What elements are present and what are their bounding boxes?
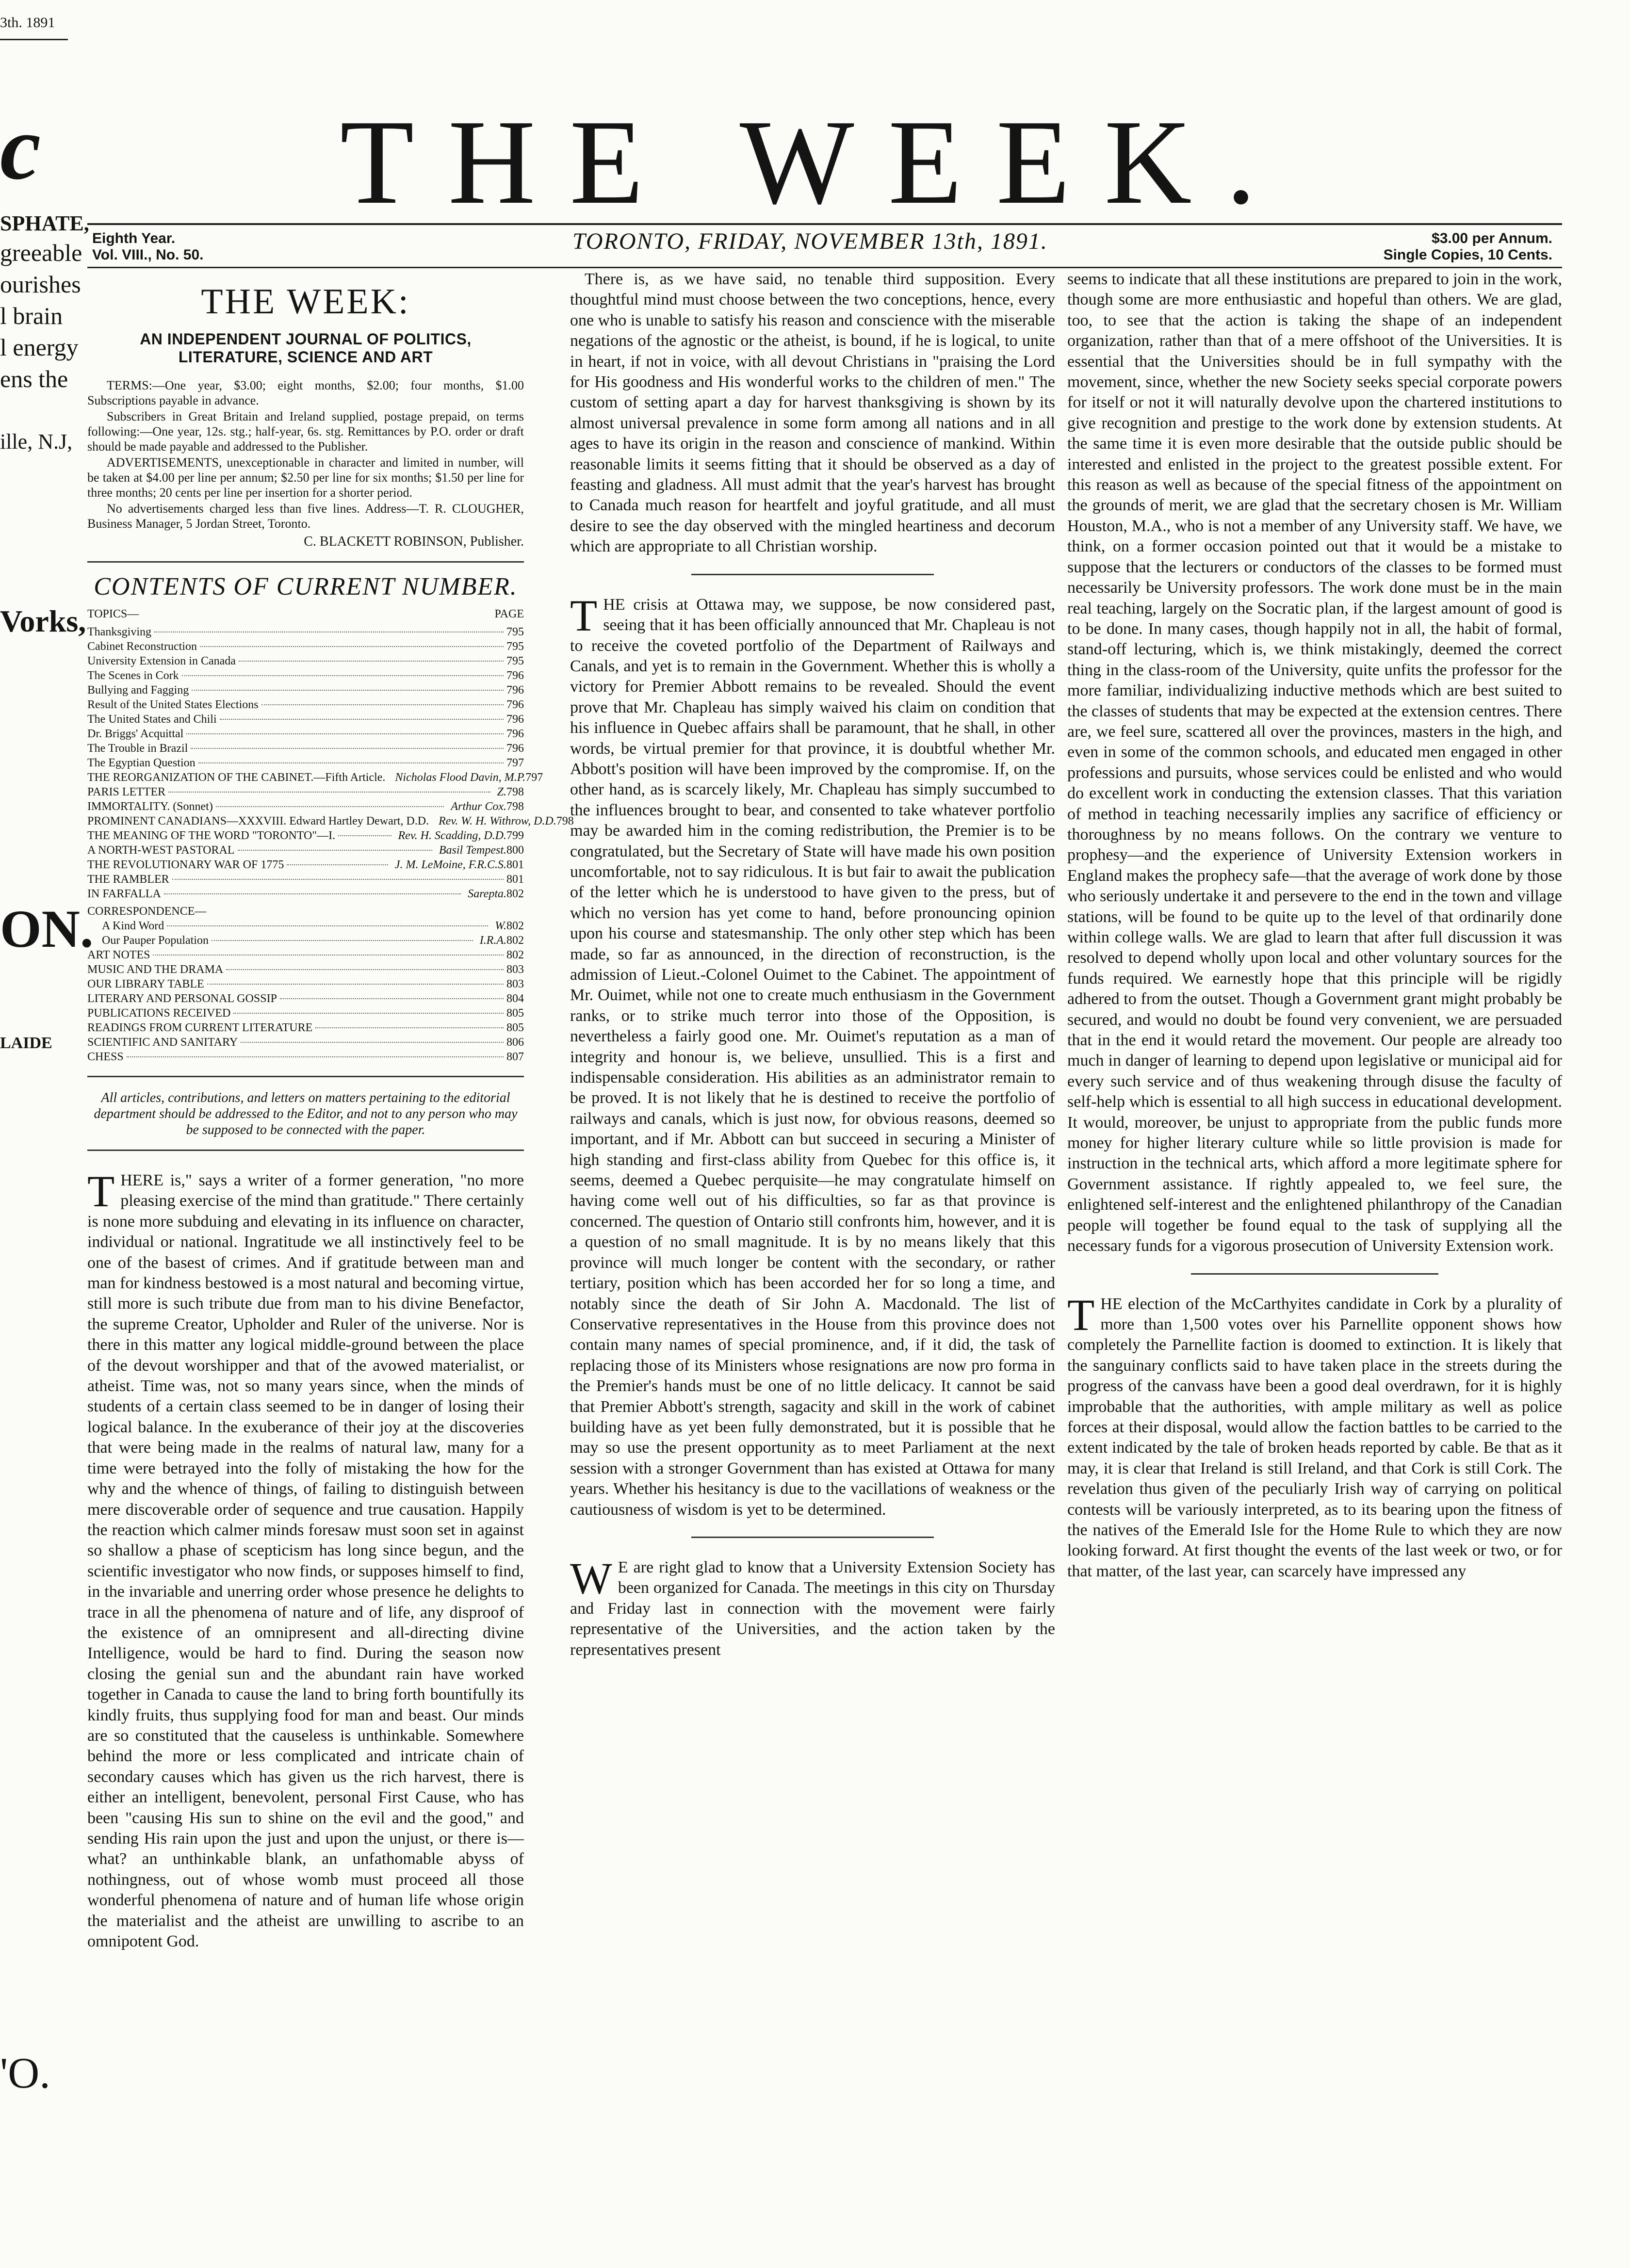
price-info — [1349, 230, 1552, 263]
toc-page-number: 803 — [506, 963, 524, 976]
toc-author: Rev. H. Scadding, D.D. — [398, 829, 506, 842]
edge-fragment-text: ON. — [0, 899, 94, 958]
toc-leader-dots — [192, 690, 504, 691]
toc-title: Thanksgiving — [87, 626, 151, 638]
toc-page-number: 803 — [506, 978, 524, 990]
drop-cap: T — [87, 1166, 115, 1216]
article-cabinet-reconstruction — [570, 590, 1055, 1520]
toc-author: Z. — [497, 786, 506, 798]
toc-author: Arthur Cox. — [451, 800, 506, 813]
toc-leader-dots — [200, 646, 504, 647]
toc-entry — [87, 962, 524, 977]
edge-fragment-text: Vorks, — [0, 604, 86, 638]
toc-entry — [87, 683, 524, 697]
toc-title: A Kind Word — [102, 920, 164, 932]
toc-title: Bullying and Fagging — [87, 684, 189, 697]
toc-leader-dots — [191, 748, 504, 749]
drop-cap: T — [1067, 1290, 1095, 1340]
toc-entry — [87, 843, 524, 858]
column-2 — [570, 269, 1055, 2258]
toc-title: Result of the United States Elections — [87, 698, 259, 711]
toc-author: Sarepta. — [468, 888, 506, 900]
toc-title: THE RAMBLER — [87, 873, 169, 886]
toc-page-number: 795 — [506, 655, 524, 667]
toc-title: Cabinet Reconstruction — [87, 640, 197, 653]
toc-leader-dots — [198, 762, 504, 763]
toc-title: ART NOTES — [87, 949, 150, 961]
toc-entry — [87, 872, 524, 887]
toc-leader-dots — [238, 850, 432, 851]
toc-title: A NORTH-WEST PASTORAL — [87, 844, 235, 857]
toc-leader-dots — [338, 835, 391, 836]
contents-topics-label: TOPICS— — [87, 608, 139, 620]
price-single: Single Copies, 10 Cents. — [1383, 247, 1552, 263]
toc-page-number: 802 — [506, 920, 524, 932]
toc-title: THE REVOLUTIONARY WAR OF 1775 — [87, 859, 284, 871]
article-body: E are right glad to know that a University Extension Society has been organized for Canada. The meetings in this city on Thursday and Friday last in connection with the movement were fairly representative of the Universities, and the action taken by the representatives present — [570, 1558, 1055, 1659]
journal-subtitle: AN INDEPENDENT JOURNAL OF POLITICS, LITERATURE, SCIENCE AND ART — [140, 330, 472, 366]
toc-entry — [87, 1006, 524, 1021]
toc-entry — [87, 814, 574, 828]
edge-fragment-text: l brain — [0, 302, 63, 329]
toc-page-number: 798 — [506, 800, 524, 813]
toc-title: CORRESPONDENCE— — [87, 905, 207, 918]
toc-title: LITERARY AND PERSONAL GOSSIP — [87, 992, 277, 1005]
toc-leader-dots — [287, 864, 388, 865]
toc-title: University Extension in Canada — [87, 655, 236, 667]
toc-entry — [87, 919, 524, 933]
terms-paragraph: Subscribers in Great Britain and Ireland supplied, postage prepaid, on terms following:—One year, 12s. stg.; half-year, 6s. stg. Remittances by P.O. order or draft should be made payable and addressed to the Publisher. — [87, 409, 524, 454]
section-rule — [87, 1076, 524, 1077]
toc-leader-dots — [216, 806, 444, 807]
editorial-notice: All articles, contributions, and letters on matters pertaining to the editorial department should be addressed to the Editor, and not to any person who may be supposed to be connected with the paper. — [94, 1090, 518, 1137]
toc-author: Basil Tempest. — [439, 844, 506, 857]
adjacent-page-fragment — [0, 82, 94, 2217]
toc-entry — [87, 933, 524, 948]
toc-page-number: 800 — [506, 844, 524, 857]
corner-rule — [0, 39, 68, 40]
terms-paragraph: ADVERTISEMENTS, unexceptionable in character and limited in number, will be taken at $4.00 per line per annum; $2.50 per line for six months; $1.50 per line for three months; 20 cents per line per insertion for a shorter period. — [87, 455, 524, 500]
column-1 — [87, 272, 574, 2251]
column-3 — [1067, 269, 1562, 2258]
toc-entry — [87, 799, 524, 814]
toc-page-number: 802 — [506, 888, 524, 900]
toc-author: J. M. LeMoine, F.R.C.S. — [394, 859, 506, 871]
toc-leader-dots — [172, 879, 504, 880]
terms-paragraph: No advertisements charged less than five lines. Address—T. R. CLOUGHER, Business Manager, 5 Jordan Street, Toronto. — [87, 502, 524, 531]
article-body: HERE is," says a writer of a former generation, "no more pleasing exercise of the mind than gratitude." There certainly is none more subduing and elevating in its influence on character, individual or national. Ingratitude we all instinctively feel to be one of the basest of crimes. And if gratitude between man and man for kindness bestowed is a most natural and becoming virtue, still more is such tribute due from man to his divine Benefactor, the supreme Creator, Upholder and Ruler of the universe. Nor is there in this matter any logical middle-ground between the place of the devout worshipper and that of the avowed materialist, or atheist. Time was, not so many years since, when the minds of students of a certain class seemed to be in danger of losing their logical balance. In the exuberance of their joy at the discoveries that were being made in the realms of natural law, many for a time were betrayed into the folly of mistaking the how for the why and the whence of things, of failing to distinguish between mere discoverable order of sequence and true causation. Happily the reaction which calmer minds foresaw must soon set in against so shallow a phase of scepticism has long since begun, and the scientific investigator who now finds, or supposes himself to find, in the invariable and unerring order whose presence he delights to trace in all the phenomena of nature and of life, any disproof of the existence of an omnipresent and all-directing divine Intelligence, would be hard to find. During the season now closing the genial sun and the abundant rain have worked together in Canada to cause the land to bring forth bountifully its kindly fruits, thus supplying food for man and beast. Our minds are so constituted that the causeless is unthinkable. Somewhere behind the more or less complicated and intricate chain of secondary causes which has given us the rich harvest, there is either an intelligent, benevolent, personal First Cause, who has been "causing His sun to shine on the evil and the good," and sending His rain upon the just and upon the unjust, or there is—what? an unthinkable blank, an unfathomable abyss of nothingness, out of whose womb must proceed all those wonderful phenomena of nature and of human life whose origin the materialist and the atheist are unwilling to ascribe to an omnipotent God. — [87, 1171, 524, 1951]
toc-leader-dots — [168, 792, 490, 793]
toc-entry — [87, 639, 524, 654]
edge-fragment-text: ourishes — [0, 271, 81, 298]
toc-author: I.R.A. — [479, 934, 506, 947]
toc-title: OUR LIBRARY TABLE — [87, 978, 204, 990]
edge-fragment-text: c — [0, 97, 41, 199]
journal-heading: THE WEEK: — [201, 282, 410, 322]
publisher-line: C. BLACKETT ROBINSON, Publisher. — [304, 534, 524, 549]
drop-cap: W — [570, 1553, 612, 1603]
toc-page-number: 802 — [506, 934, 524, 947]
contents-subheading — [87, 608, 524, 621]
toc-page-number: 797 — [506, 757, 524, 769]
toc-page-number: 798 — [506, 786, 524, 798]
article-thanksgiving — [87, 1166, 524, 1952]
toc-entry — [87, 712, 524, 727]
edge-fragment-text: l energy — [0, 334, 79, 361]
edge-fragment-text: ens the — [0, 365, 68, 392]
toc-entry — [87, 977, 524, 991]
toc-page-number: 796 — [506, 713, 524, 726]
newspaper-title: THE WEEK. — [340, 95, 1290, 229]
toc-page-number: 807 — [506, 1051, 524, 1063]
toc-entry — [87, 668, 524, 683]
toc-entry — [87, 727, 524, 741]
toc-entry — [87, 756, 524, 770]
toc-page-number: 795 — [506, 640, 524, 653]
toc-leader-dots — [182, 675, 504, 676]
toc-title: The Scenes in Cork — [87, 669, 179, 682]
toc-entry — [87, 991, 524, 1006]
previous-page-date: 3th. 1891 — [0, 15, 55, 31]
article-body: seems to indicate that all these institutions are prepared to join in the work, though some are more enthusiastic and hopeful than others. We are glad, too, to see that the action is taking the shape of an independent organization, rather than that of a mere offshoot of the Universities. It is essential that the Universities should be in full sympathy with the movement, since, whether the new Society seeks special corporate powers for itself or not it will naturally devolve upon the chartered institutions to give recognition and prestige to the work done by extension students. At the same time it is even more desirable that the outside public should be interested and enlisted in the project to the greatest possible extent. For this reason as well as because of the special fitness of the appointment on the grounds of merit, we are glad that the secretary chosen is Mr. William Houston, M.A., who is not a member of any University staff. We have, we think, on a former occasion pointed out that it would be a mistake to suppose that the lecturers or conductors of the classes to be formed must necessarily be University professors. The work done must be in the main real teaching, largely on the Socratic plan, if the largest amount of good is to be done. In many cases, though happily not in all, the habit of formal, stand-off lecturing, which is, we think mistakingly, deemed the correct thing in the class-room of the University, quite unfits the professor for the more familiar, individualizing inductive methods which are best suited to the classes of students that may be expected at the extension centres. There are, we feel sure, scattered all over the provinces, masters in the high, and even in some of the common schools, and educated men engaged in other professions and pursuits, whose services could be enlisted and who would do excellent work in conducting the extension classes. That this variation of method in teaching necessarily implies any sacrifice of efficiency or thoroughness by no means follows. On the contrary we venture to prophesy—and the experience of University Extension workers in England makes the prophecy safe—that the average of work done by those who seriously undertake it and persevere to the end in the town and village stations, will be found to be quite up to the level of that ordinarily done within college walls. We are glad to learn that after full discussion it was resolved to depend wholly upon local and other voluntary sources for the funds required. We earnestly hope that this principle will be rigidly adhered to from the outset. Though a Government grant might probably be secured, and would no doubt be found very convenient, we are persuaded that in the end it would retard the movement. Our people are already too much in danger of learning to depend upon legislative or municipal aid for every such service and of thus weakening through disuse the faculty of self-help which is essential to all high success in educational development. It would, moreover, be unjust to appropriate from the public funds more money for higher literary culture while so little provision is made for instruction in the technical arts, which afford a more legitimate sphere for Government assistance. If rightly appealed to, we feel sure, the enlightened self-interest and the enlightened philanthropy of the Canadian people will together be found equal to the task of supplying all the necessary funds for a vigorous prosecution of University Extension work. — [1067, 270, 1562, 1255]
article-university-extension-continued — [1067, 269, 1562, 1257]
toc-author: Rev. W. H. Withrow, D.D. — [439, 815, 556, 827]
toc-page-number: 806 — [506, 1036, 524, 1049]
article-separator — [691, 1537, 934, 1538]
edge-fragment-text: greeable — [0, 239, 82, 266]
subscription-terms — [87, 378, 524, 531]
toc-title: The Egyptian Question — [87, 757, 196, 769]
toc-entry — [87, 1050, 524, 1064]
article-separator — [1191, 1273, 1438, 1275]
toc-page-number: 805 — [506, 1007, 524, 1020]
toc-title: THE MEANING OF THE WORD "TORONTO"—I. — [87, 829, 336, 842]
title-rule — [87, 223, 1562, 225]
toc-title: The United States and Chili — [87, 713, 217, 726]
toc-page-number: 795 — [506, 626, 524, 638]
toc-page-number: 799 — [506, 829, 524, 842]
toc-page-number: 796 — [506, 742, 524, 755]
article-body: HE crisis at Ottawa may, we suppose, be now considered past, seeing that it has been officially announced that Mr. Chapleau is not to receive the coveted portfolio of the Department of Railways and Canals, and yet is to remain in the Government. Whether this is wholly a victory for Premier Abbott remains to be revealed. Should the event prove that Mr. Chapleau has simply waived his claim on condition that his influence in Quebec affairs shall be paramount, that he shall, in other words, be virtual premier for that province, it is doubtful whether Mr. Abbott's position will have been improved by the compromise. If, on the other hand, as is scarcely likely, Mr. Chapleau has simply succumbed to the influences brought to bear, and consented to take whatever portfolio may be awarded him in the coming redistribution, the Premier is to be congratulated, but the Secretary of State will have made his own position uncomfortable, not to say ridiculous. It is but fair to await the publication of the letter which he is understood to have given to the press, but of which no version has yet come to hand, before pronouncing opinion upon his course and statesmanship. The only other step which has been made, so far as announced, in the direction of reconstruction, is the admission of Lieut.-Colonel Ouimet to the Cabinet. The appointment of Mr. Ouimet, while not one to create much enthusiasm in the Government ranks, or to strike much terror into those of the Opposition, is nevertheless a fairly good one. Mr. Ouimet's reputation as a man of integrity and honour is, we believe, unsullied. This is a first and indispensable consideration. His abilities as an administrator remain to be proved. It is not likely that he is destined to receive the portfolio of railways and canals, which is just now, for obvious reasons, deemed so important, and if Mr. Abbott can but succeed in securing a Minister of high standing and first-class ability from Quebec for this office is, it seems, deemed a Quebec perquisite—he may congratulate himself on having come well out of his difficulties, so far as that province is concerned. The question of Ontario still confronts him, however, and it is a question of no small magnitude. It is by no means likely that this province will much longer be content with the secondary, or rather tertiary, position which has been accorded her for so long a time, and notably since the death of Sir John A. Macdonald. The list of Conservative representatives in the House from this province does not contain many names of special prominence, and, if it did, the task of replacing those of its Ministers whose resignations are now pro forma in the Premier's hands must be one of no little delicacy. It cannot be said that Premier Abbott's strength, sagacity and skill in the work of cabinet building have as yet been fully demonstrated, but it is possible that he may so use the present opportunity as to meet Parliament at the next session with a stronger Government than has existed at Ottawa for many years. Whether his hesitancy is due to the vacillations of weakness or the cautiousness of wisdom is yet to be determined. — [570, 595, 1055, 1519]
toc-title: IN FARFALLA — [87, 888, 161, 900]
edge-fragment-text: LAIDE — [0, 1034, 52, 1052]
toc-title: PUBLICATIONS RECEIVED — [87, 1007, 231, 1020]
toc-title: Our Pauper Population — [102, 934, 209, 947]
toc-page-number: 801 — [506, 873, 524, 886]
toc-page-number: 801 — [506, 859, 524, 871]
edge-fragment-text: 'O. — [0, 2049, 50, 2097]
toc-entry — [87, 785, 524, 799]
toc-page-number: 798 — [556, 815, 574, 827]
toc-leader-dots — [315, 1027, 504, 1028]
toc-entry — [87, 741, 524, 756]
edge-fragment-text: SPHATE, — [0, 211, 89, 235]
toc-leader-dots — [153, 955, 504, 956]
toc-leader-dots — [186, 733, 504, 734]
toc-leader-dots — [127, 1056, 504, 1057]
article-separator — [691, 574, 934, 575]
toc-entry — [87, 828, 524, 843]
toc-author: Nicholas Flood Davin, M.P. — [395, 771, 526, 784]
toc-entry — [87, 625, 524, 639]
toc-page-number: 804 — [506, 992, 524, 1005]
toc-page-number: 805 — [506, 1021, 524, 1034]
toc-leader-dots — [239, 661, 504, 662]
toc-entry — [87, 1035, 524, 1050]
toc-page-number: 796 — [506, 698, 524, 711]
volume-year: Eighth Year. — [92, 230, 176, 246]
article-scenes-in-cork — [1067, 1290, 1562, 1582]
toc-entry — [87, 887, 524, 901]
toc-title: PROMINENT CANADIANS—XXXVIII. Edward Hartley Dewart, D.D. — [87, 815, 429, 827]
terms-paragraph: TERMS:—One year, $3.00; eight months, $2.00; four months, $1.00 Subscriptions payable in advance. — [87, 378, 524, 407]
toc-leader-dots — [280, 998, 504, 999]
toc-leader-dots — [226, 969, 504, 970]
toc-entry — [87, 697, 524, 712]
section-rule — [87, 561, 524, 563]
toc-leader-dots — [212, 940, 473, 941]
toc-page-number: 796 — [506, 669, 524, 682]
toc-leader-dots — [207, 984, 504, 985]
drop-cap: T — [570, 590, 598, 640]
toc-page-number: 797 — [525, 771, 543, 784]
toc-entry — [87, 858, 524, 872]
toc-title: THE REORGANIZATION OF THE CABINET.—Fifth Article. — [87, 771, 386, 784]
toc-page-number: 796 — [506, 684, 524, 697]
toc-entry — [87, 948, 524, 962]
article-body: There is, as we have said, no tenable third supposition. Every thoughtful mind must choose between the two conceptions, hence, every one who is unable to satisfy his reason and conscience with the miserable negations of the agnostic or the atheist, is bound, if he is logical, to unite in heart, if not in voice, with all devout Christians in "praising the Lord for His goodness and His wonderful works to the children of men." The custom of setting apart a day for harvest thanksgiving is shown by its almost universal prevalence in some form among all nations and in all ages to have its origin in the reason and conscience of mankind. Within reasonable limits it seems fitting that it should be observed as a day of feasting and gladness. All must admit that the year's harvest has brought to Canada much reason for heartfelt and joyful gratitude, and all must desire to see the day observed with the mingled heartiness and decorum which are appropriate to all Christian worship. — [570, 270, 1055, 556]
toc-title: READINGS FROM CURRENT LITERATURE — [87, 1021, 313, 1034]
toc-leader-dots — [220, 719, 504, 720]
toc-page-number: 796 — [506, 728, 524, 740]
toc-title: MUSIC AND THE DRAMA — [87, 963, 224, 976]
toc-leader-dots — [233, 1013, 504, 1014]
toc-title: The Trouble in Brazil — [87, 742, 188, 755]
article-university-extension — [570, 1553, 1055, 1660]
toc-title: PARIS LETTER — [87, 786, 166, 798]
toc-entry — [87, 770, 543, 785]
price-annum: $3.00 per Annum. — [1432, 230, 1552, 246]
toc-title: Dr. Briggs' Acquittal — [87, 728, 184, 740]
toc-entry — [87, 654, 524, 668]
toc-entry — [87, 1021, 524, 1035]
contents-page-label: PAGE — [494, 608, 524, 620]
toc-author: W. — [495, 920, 506, 932]
toc-title: IMMORTALITY. (Sonnet) — [87, 800, 213, 813]
table-of-contents — [87, 625, 574, 1064]
volume-number: Vol. VIII., No. 50. — [92, 247, 204, 263]
article-thanksgiving-continued — [570, 269, 1055, 557]
toc-leader-dots — [261, 704, 504, 705]
toc-leader-dots — [241, 1042, 504, 1043]
masthead-rule — [87, 267, 1562, 268]
toc-leader-dots — [164, 893, 461, 894]
contents-heading: CONTENTS OF CURRENT NUMBER. — [94, 573, 518, 600]
toc-title: CHESS — [87, 1051, 124, 1063]
toc-page-number: 802 — [506, 949, 524, 961]
issue-dateline: TORONTO, FRIDAY, NOVEMBER 13th, 1891. — [572, 228, 1048, 254]
toc-title: SCIENTIFIC AND SANITARY — [87, 1036, 238, 1049]
toc-leader-dots — [167, 925, 488, 926]
section-rule — [87, 1150, 524, 1151]
volume-info — [92, 230, 204, 263]
toc-entry — [87, 904, 524, 919]
article-body: HE election of the McCarthyites candidate in Cork by a plurality of more than 1,500 votes over his Parnellite opponent shows how completely the Parnellite faction is doomed to extinction. It is likely that the sanguinary conflicts said to have taken place in the streets during the progress of the canvass have been a good deal overdrawn, for it is highly improbable that the authorities, with ample military as well as police forces at their disposal, would allow the faction battles to be carried to the extent indicated by the tale of broken heads reported by cable. Be that as it may, it is clear that Ireland is still Ireland, and that Cork is still Cork. The revelation thus given of the peculiarly Irish way of carrying on political contests will be variously interpreted, as to its bearing upon the fitness of the natives of the Emerald Isle for the Home Rule to which they are now looking forward. At first thought the events of the last week or two, or for that matter, of the last year, can scarcely have impressed any — [1067, 1295, 1562, 1580]
edge-fragment-text: ille, N.J, — [0, 430, 73, 454]
